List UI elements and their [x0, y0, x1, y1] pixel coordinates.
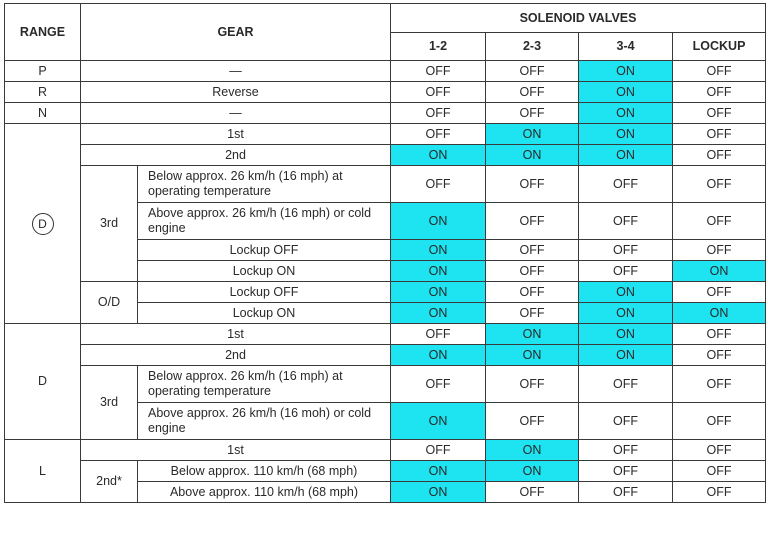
valve-1-2-cell: OFF	[391, 124, 486, 145]
valve-lockup-cell: OFF	[673, 145, 766, 166]
valve-lockup-cell: OFF	[673, 82, 766, 103]
valve-2-3-cell: OFF	[486, 103, 579, 124]
header-gear: GEAR	[81, 4, 391, 61]
valve-3-4-cell: OFF	[579, 240, 673, 261]
header-valve-2-3: 2-3	[486, 33, 579, 61]
gear-condition-cell: Lockup OFF	[138, 240, 391, 261]
gear-condition-cell: Above approx. 26 km/h (16 mph) or cold engine	[138, 203, 391, 240]
valve-3-4-cell: ON	[579, 282, 673, 303]
valve-2-3-cell: OFF	[486, 261, 579, 282]
gear-cell: —	[81, 103, 391, 124]
range-cell: L	[5, 440, 81, 503]
gear-condition-cell: Lockup OFF	[138, 282, 391, 303]
valve-1-2-cell: ON	[391, 145, 486, 166]
gear-cell: 1st	[81, 324, 391, 345]
gear-cell: —	[81, 61, 391, 82]
gear-group-cell: 2nd*	[81, 461, 138, 503]
valve-2-3-cell: OFF	[486, 82, 579, 103]
valve-2-3-cell: ON	[486, 440, 579, 461]
valve-lockup-cell: OFF	[673, 103, 766, 124]
valve-lockup-cell: OFF	[673, 345, 766, 366]
valve-1-2-cell: OFF	[391, 324, 486, 345]
valve-1-2-cell: OFF	[391, 61, 486, 82]
valve-1-2-cell: ON	[391, 345, 486, 366]
valve-lockup-cell: OFF	[673, 461, 766, 482]
range-cell: D	[5, 324, 81, 440]
valve-1-2-cell: ON	[391, 261, 486, 282]
gear-condition-cell: Below approx. 26 km/h (16 mph) at operating temperature	[138, 366, 391, 403]
gear-cell: 1st	[81, 124, 391, 145]
valve-3-4-cell: OFF	[579, 366, 673, 403]
valve-2-3-cell: OFF	[486, 203, 579, 240]
range-cell	[5, 124, 81, 324]
valve-1-2-cell: ON	[391, 240, 486, 261]
valve-3-4-cell: ON	[579, 82, 673, 103]
valve-lockup-cell: OFF	[673, 203, 766, 240]
valve-1-2-cell: ON	[391, 282, 486, 303]
valve-3-4-cell: ON	[579, 145, 673, 166]
table-row	[5, 461, 766, 482]
valve-lockup-cell: OFF	[673, 366, 766, 403]
valve-2-3-cell: OFF	[486, 282, 579, 303]
valve-3-4-cell: OFF	[579, 203, 673, 240]
valve-2-3-cell: OFF	[486, 303, 579, 324]
valve-2-3-cell: OFF	[486, 166, 579, 203]
valve-2-3-cell: OFF	[486, 61, 579, 82]
solenoid-valve-table	[4, 3, 766, 503]
valve-2-3-cell: OFF	[486, 240, 579, 261]
table-row	[5, 324, 766, 345]
valve-2-3-cell: ON	[486, 145, 579, 166]
valve-2-3-cell: OFF	[486, 482, 579, 503]
gear-cell: 2nd	[81, 145, 391, 166]
valve-lockup-cell: OFF	[673, 403, 766, 440]
gear-cell: 1st	[81, 440, 391, 461]
valve-3-4-cell: OFF	[579, 261, 673, 282]
valve-3-4-cell: ON	[579, 103, 673, 124]
gear-condition-cell: Above approx. 110 km/h (68 mph)	[138, 482, 391, 503]
table-row	[5, 145, 766, 166]
valve-1-2-cell: OFF	[391, 166, 486, 203]
valve-2-3-cell: ON	[486, 345, 579, 366]
table-row	[5, 366, 766, 403]
valve-lockup-cell: OFF	[673, 482, 766, 503]
gear-condition-cell: Below approx. 26 km/h (16 mph) at operating temperature	[138, 166, 391, 203]
header-valve-3-4: 3-4	[579, 33, 673, 61]
valve-1-2-cell: ON	[391, 482, 486, 503]
valve-1-2-cell: ON	[391, 303, 486, 324]
gear-cell: Reverse	[81, 82, 391, 103]
range-cell: P	[5, 61, 81, 82]
table-row	[5, 282, 766, 303]
valve-1-2-cell: OFF	[391, 103, 486, 124]
gear-condition-cell: Lockup ON	[138, 261, 391, 282]
table-row	[5, 103, 766, 124]
valve-lockup-cell: OFF	[673, 440, 766, 461]
valve-1-2-cell: ON	[391, 461, 486, 482]
gear-condition-cell: Above approx. 26 km/h (16 moh) or cold engine	[138, 403, 391, 440]
gear-cell: 2nd	[81, 345, 391, 366]
valve-3-4-cell: ON	[579, 303, 673, 324]
valve-lockup-cell: OFF	[673, 282, 766, 303]
gear-condition-cell: Lockup ON	[138, 303, 391, 324]
valve-3-4-cell: ON	[579, 345, 673, 366]
valve-lockup-cell: OFF	[673, 124, 766, 145]
valve-3-4-cell: OFF	[579, 461, 673, 482]
valve-lockup-cell: ON	[673, 261, 766, 282]
table-row	[5, 345, 766, 366]
valve-3-4-cell: ON	[579, 124, 673, 145]
range-cell: R	[5, 82, 81, 103]
valve-3-4-cell: OFF	[579, 440, 673, 461]
table-row	[5, 82, 766, 103]
valve-2-3-cell: ON	[486, 461, 579, 482]
valve-1-2-cell: ON	[391, 203, 486, 240]
valve-2-3-cell: ON	[486, 324, 579, 345]
valve-lockup-cell: OFF	[673, 166, 766, 203]
header-solenoid-valves: SOLENOID VALVES	[391, 4, 766, 33]
header-range: RANGE	[5, 4, 81, 61]
valve-1-2-cell: OFF	[391, 82, 486, 103]
valve-1-2-cell: OFF	[391, 440, 486, 461]
header-valve-1-2: 1-2	[391, 33, 486, 61]
table-row	[5, 61, 766, 82]
header-valve-lockup: LOCKUP	[673, 33, 766, 61]
valve-1-2-cell: ON	[391, 403, 486, 440]
table-row	[5, 166, 766, 203]
gear-group-cell: O/D	[81, 282, 138, 324]
valve-1-2-cell: OFF	[391, 366, 486, 403]
valve-2-3-cell: ON	[486, 124, 579, 145]
gear-group-cell: 3rd	[81, 166, 138, 282]
valve-lockup-cell: OFF	[673, 240, 766, 261]
gear-group-cell: 3rd	[81, 366, 138, 440]
valve-2-3-cell: OFF	[486, 366, 579, 403]
gear-condition-cell: Below approx. 110 km/h (68 mph)	[138, 461, 391, 482]
valve-3-4-cell: OFF	[579, 482, 673, 503]
valve-lockup-cell: OFF	[673, 61, 766, 82]
table-row	[5, 440, 766, 461]
valve-3-4-cell: ON	[579, 324, 673, 345]
range-cell: N	[5, 103, 81, 124]
valve-lockup-cell: ON	[673, 303, 766, 324]
circled-range-label: D	[32, 213, 54, 235]
valve-3-4-cell: ON	[579, 61, 673, 82]
valve-3-4-cell: OFF	[579, 403, 673, 440]
valve-lockup-cell: OFF	[673, 324, 766, 345]
valve-3-4-cell: OFF	[579, 166, 673, 203]
valve-2-3-cell: OFF	[486, 403, 579, 440]
table-row	[5, 124, 766, 145]
